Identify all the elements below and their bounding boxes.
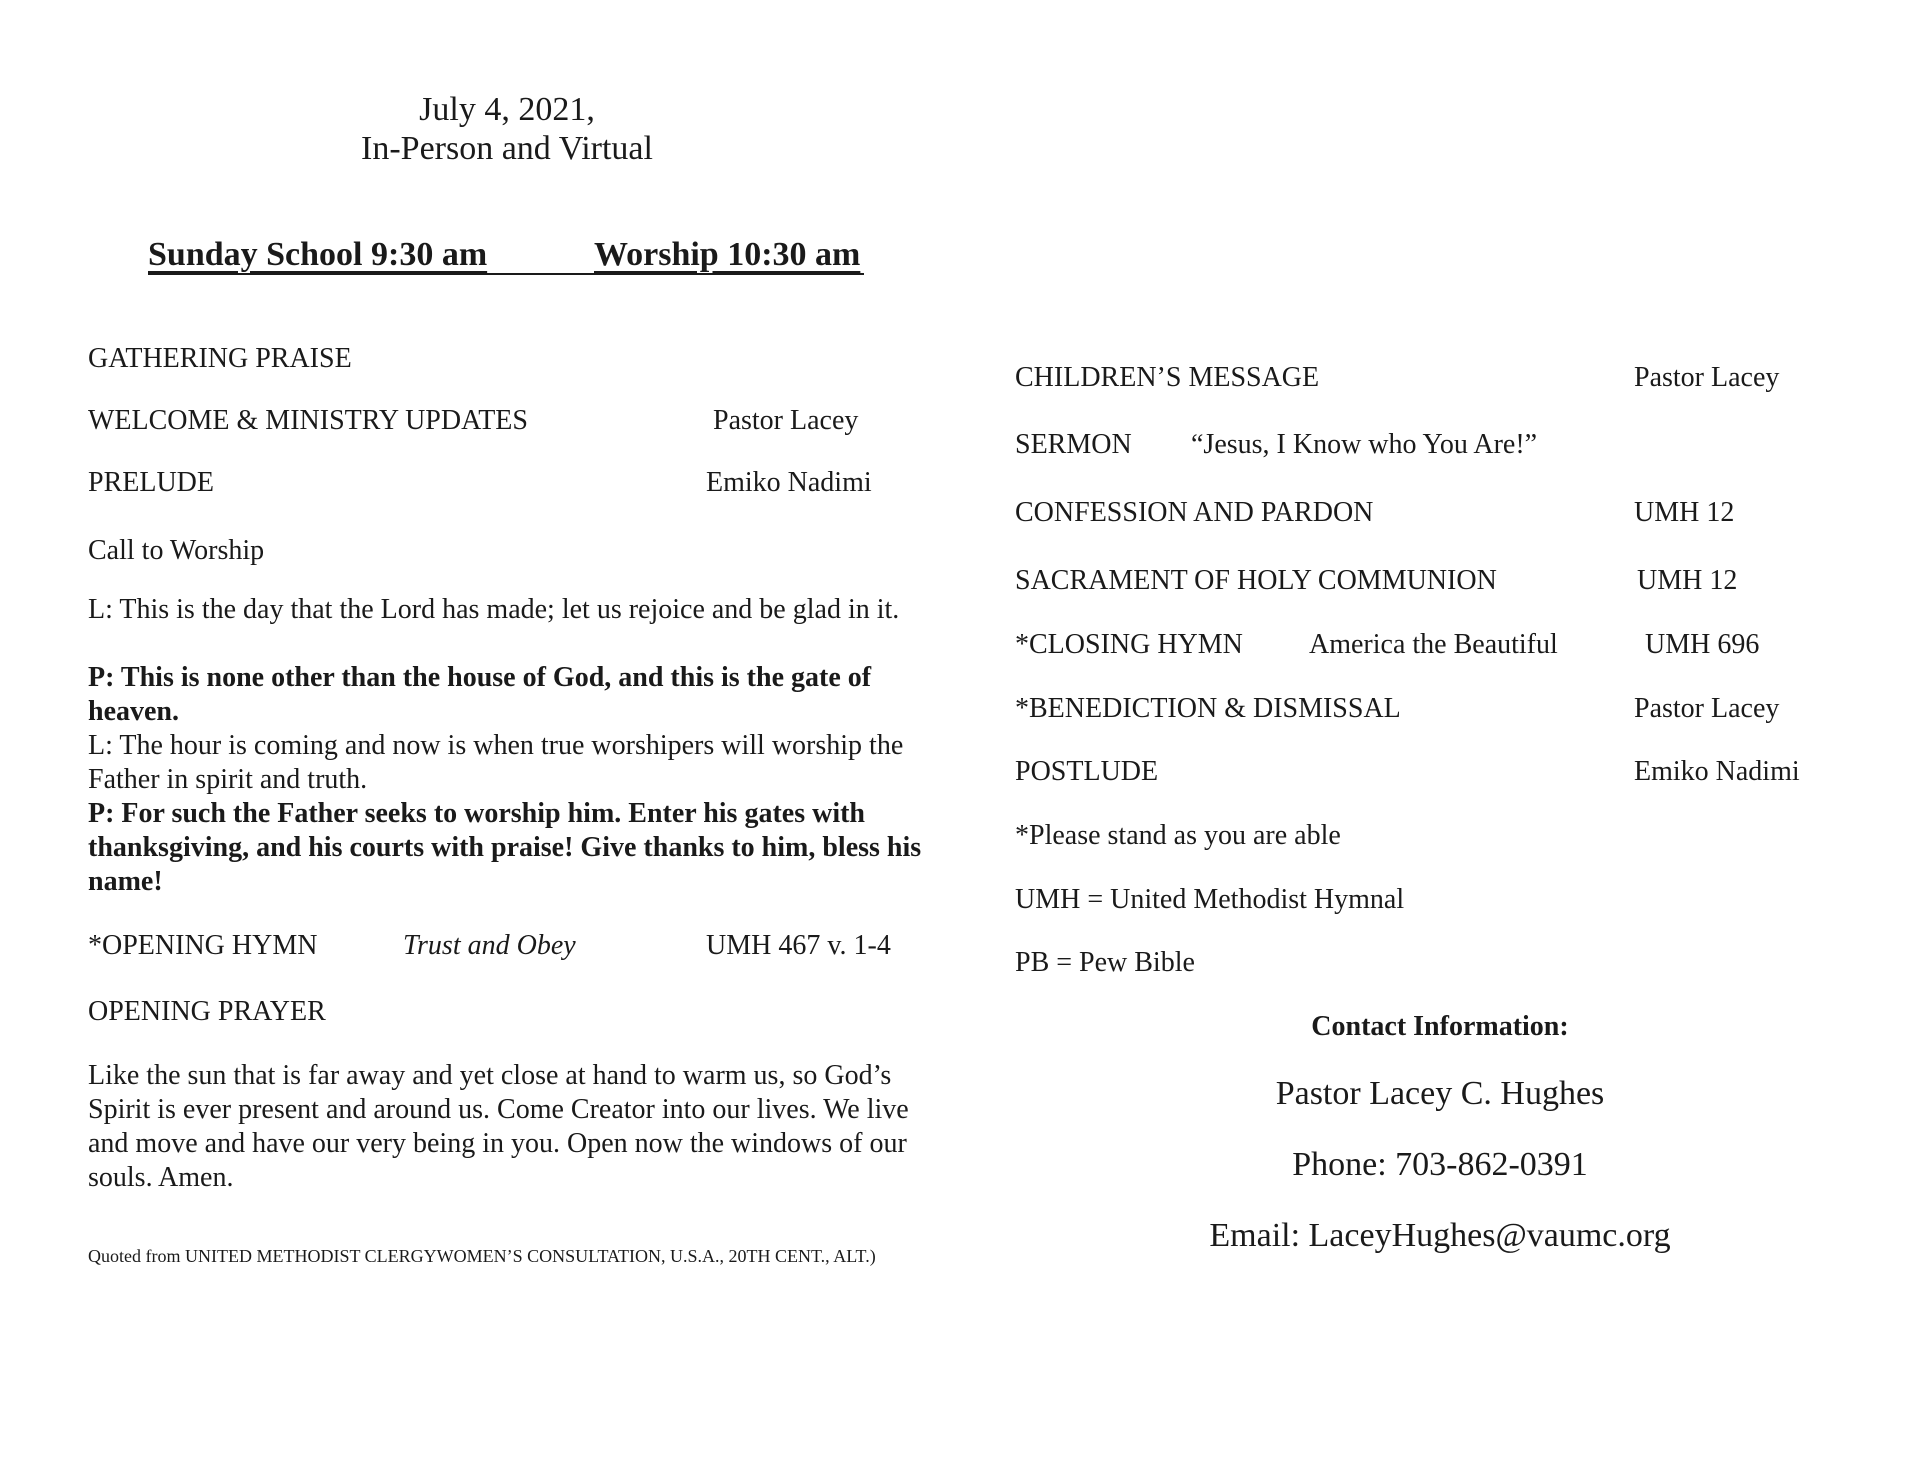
postlude-leader: Emiko Nadimi (1634, 756, 1800, 787)
opening-prayer-label: OPENING PRAYER (88, 996, 326, 1027)
closing-hymn-title: America the Beautiful (1309, 629, 1558, 660)
call-to-worship-leader-2: L: The hour is coming and now is when true worshipers will worship the Father in spirit and truth. (88, 730, 904, 795)
welcome-label: WELCOME & MINISTRY UPDATES (88, 405, 528, 436)
prelude-label: PRELUDE (88, 467, 214, 498)
closing-hymn-label: *CLOSING HYMN (1015, 629, 1243, 660)
source-footnote: Quoted from UNITED METHODIST CLERGYWOMEN’S CONSULTATION, U.S.A., 20TH CENT., ALT.) (88, 1246, 876, 1266)
closing-hymn-ref: UMH 696 (1645, 629, 1760, 660)
contact-heading: Contact Information: (1311, 1011, 1569, 1042)
confession-ref: UMH 12 (1634, 497, 1735, 528)
stand-note: *Please stand as you are able (1015, 820, 1341, 851)
worship-time: Worship 10:30 am (594, 236, 861, 273)
contact-phone: Phone: 703-862-0391 (1292, 1146, 1588, 1183)
pb-note: PB = Pew Bible (1015, 947, 1195, 978)
benediction-leader: Pastor Lacey (1634, 693, 1780, 724)
confession-label: CONFESSION AND PARDON (1015, 497, 1374, 528)
opening-prayer-text: Like the sun that is far away and yet close at hand to warm us, so God’s Spirit is ever present and around us. Come Creator into our lives. We live and move and have our very being in you. Open now the windows of our souls. Amen. (88, 1060, 909, 1193)
call-to-worship-title: Call to Worship (88, 535, 265, 566)
call-to-worship-people-1: P: This is none other than the house of God, and this is the gate of heaven. (88, 662, 872, 727)
call-to-worship-leader-1: L: This is the day that the Lord has made; let us rejoice and be glad in it. (88, 594, 900, 625)
communion-label: SACRAMENT OF HOLY COMMUNION (1015, 565, 1497, 596)
call-to-worship-people-2: P: For such the Father seeks to worship him. Enter his gates with thanksgiving, and his courts with praise! Give thanks to him, bless his name! (88, 798, 922, 897)
times-underline (148, 273, 864, 275)
sunday-school-time: Sunday School 9:30 am (148, 236, 488, 273)
gathering-praise: GATHERING PRAISE (88, 343, 352, 374)
bulletin-date: July 4, 2021, (419, 91, 595, 128)
childrens-message-leader: Pastor Lacey (1634, 362, 1780, 393)
bulletin-format: In-Person and Virtual (361, 130, 653, 167)
welcome-leader: Pastor Lacey (713, 405, 859, 436)
opening-hymn-ref: UMH 467 v. 1-4 (706, 930, 891, 961)
sermon-title: “Jesus, I Know who You Are!” (1191, 429, 1538, 460)
childrens-message-label: CHILDREN’S MESSAGE (1015, 362, 1320, 393)
opening-hymn-title: Trust and Obey (403, 930, 576, 961)
postlude-label: POSTLUDE (1015, 756, 1159, 787)
benediction-label: *BENEDICTION & DISMISSAL (1015, 693, 1401, 724)
sermon-label: SERMON (1015, 429, 1132, 460)
communion-ref: UMH 12 (1637, 565, 1738, 596)
umh-note: UMH = United Methodist Hymnal (1015, 884, 1405, 915)
prelude-leader: Emiko Nadimi (706, 467, 872, 498)
opening-hymn-label: *OPENING HYMN (88, 930, 318, 961)
contact-name: Pastor Lacey C. Hughes (1275, 1075, 1605, 1112)
contact-email[interactable]: Email: LaceyHughes@vaumc.org (1209, 1217, 1671, 1254)
